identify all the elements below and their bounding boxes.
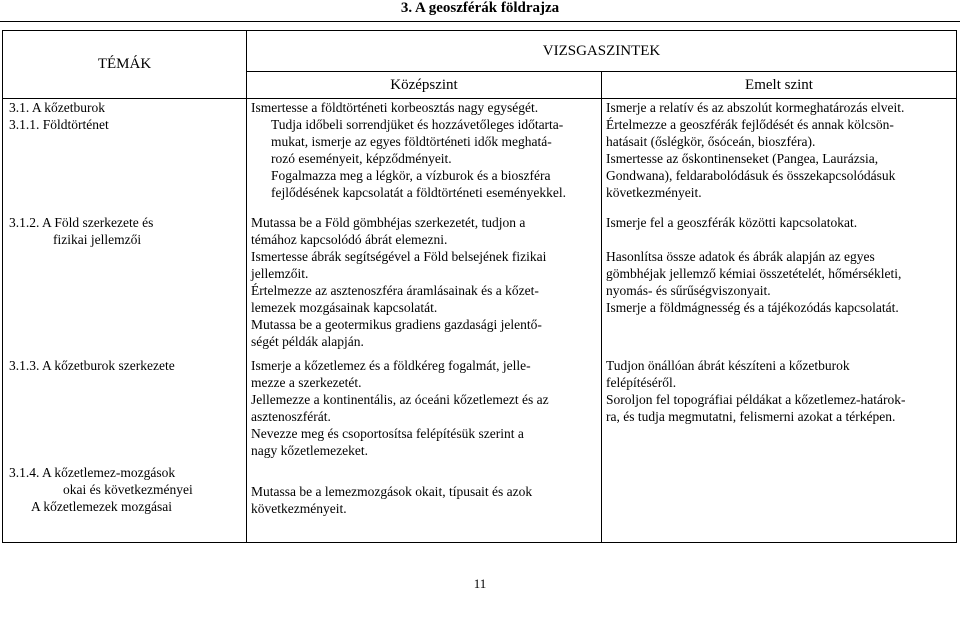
requirement-line: következményeit. — [606, 185, 702, 200]
emelt-szint-column — [602, 99, 957, 543]
requirement-line: ségét példák alapján. — [251, 334, 364, 349]
requirement-line: asztenoszférát. — [251, 409, 331, 424]
requirement-line: hatásait (őslégkör, ősóceán, bioszféra). — [606, 134, 816, 149]
requirement-line: Nevezze meg és csoportosítsa felépítésük szerint a — [251, 426, 524, 441]
requirement-line: ra, és tudja megmutatni, felismerni azokat a térképen. — [606, 409, 896, 424]
header-vizsgaszintek: VIZSGASZINTEK — [247, 31, 957, 72]
header-emelt-szint: Emelt szint — [602, 72, 957, 99]
requirement-line: nagy kőzetlemezeket. — [251, 443, 368, 458]
requirement-line: következményeit. — [251, 501, 347, 516]
requirement-line: Ismertesse a földtörténeti korbeosztás nagy egységét. — [251, 100, 539, 115]
requirement-line: témához kapcsolódó ábrát elemezni. — [251, 232, 448, 247]
requirement-line: Ismertesse az őskontinenseket (Pangea, Laurázsia, — [606, 151, 879, 166]
requirement-line: Ismertesse ábrák segítségével a Föld belsejének fizikai — [251, 249, 547, 264]
requirement-line: Mutassa be a Föld gömbhéjas szerkezetét, tudjon a — [251, 215, 526, 230]
topic-heading: 3.1.4. A kőzetlemez-mozgások — [9, 465, 176, 480]
requirement-line: rozó eseményeit, képződményeit. — [271, 151, 452, 166]
requirement-line: Mutassa be a lemezmozgások okait, típusait és azok — [251, 484, 533, 499]
requirement-line: felépítéséről. — [606, 375, 677, 390]
topic-heading: A kőzetlemezek mozgásai — [31, 499, 172, 514]
header-temak: TÉMÁK — [3, 31, 247, 99]
requirement-line: gömbhéjak jellemző kémiai összetételét, hőmérsékleti, — [606, 266, 902, 281]
requirement-line: Ismerje a relatív és az abszolút kormeghatározás elveit. — [606, 100, 905, 115]
topic-heading: 3.1.2. A Föld szerkezete és — [9, 215, 154, 230]
requirement-line: Ismerje fel a geoszférák közötti kapcsolatokat. — [606, 215, 858, 230]
requirement-line: jellemzőit. — [251, 266, 309, 281]
topic-heading: okai és következményei — [63, 482, 193, 497]
requirement-line: Értelmezze az asztenoszféra áramlásainak és a kőzet- — [251, 283, 539, 298]
topic-heading: fizikai jellemzői — [53, 232, 142, 247]
requirement-line: nyomás- és sűrűségviszonyait. — [606, 283, 771, 298]
topic-heading: 3.1.1. Földtörténet — [9, 117, 109, 132]
requirement-line: mezze a szerkezetét. — [251, 375, 362, 390]
requirement-line: Mutassa be a geotermikus gradiens gazdasági jelentő- — [251, 317, 542, 332]
requirement-line: Ismerje a földmágnesség és a tájékozódás kapcsolatát. — [606, 300, 899, 315]
exam-requirements-table — [2, 30, 957, 543]
requirement-line: Gondwana), feldarabolódásuk és összekapcsolódásuk — [606, 168, 896, 183]
topics-column — [3, 99, 247, 543]
requirement-line: fejlődésének kapcsolatát a földtörténeti eseményekkel. — [271, 185, 567, 200]
requirement-line: Hasonlítsa össze adatok és ábrák alapján az egyes — [606, 249, 875, 264]
page-number: 11 — [473, 576, 487, 591]
title-rule — [0, 21, 960, 22]
page-title: 3. A geoszférák földrajza — [400, 0, 560, 16]
requirement-line: Tudjon önállóan ábrát készíteni a kőzetburok — [606, 358, 850, 373]
topic-heading: 3.1.3. A kőzetburok szerkezete — [9, 358, 175, 373]
requirement-line: Ismerje a kőzetlemez és a földkéreg fogalmát, jelle- — [251, 358, 531, 373]
requirement-line: mukat, ismerje az egyes földtörténeti idők meghatá- — [271, 134, 552, 149]
kozepszint-column — [247, 99, 602, 543]
requirement-line: Jellemezze a kontinentális, az óceáni kőzetlemezt és az — [251, 392, 549, 407]
requirement-line: Soroljon fel topográfiai példákat a kőzetlemez-határok- — [606, 392, 906, 407]
requirement-line: Értelmezze a geoszférák fejlődését és annak kölcsön- — [606, 117, 894, 132]
requirement-line: Fogalmazza meg a légkör, a vízburok és a bioszféra — [271, 168, 551, 183]
topic-heading: 3.1. A kőzetburok — [9, 100, 105, 115]
requirement-line: Tudja időbeli sorrendjüket és hozzávetőleges időtarta- — [271, 117, 564, 132]
header-kozepszint: Középszint — [247, 72, 602, 99]
requirement-line: lemezek mozgásainak kapcsolatát. — [251, 300, 438, 315]
